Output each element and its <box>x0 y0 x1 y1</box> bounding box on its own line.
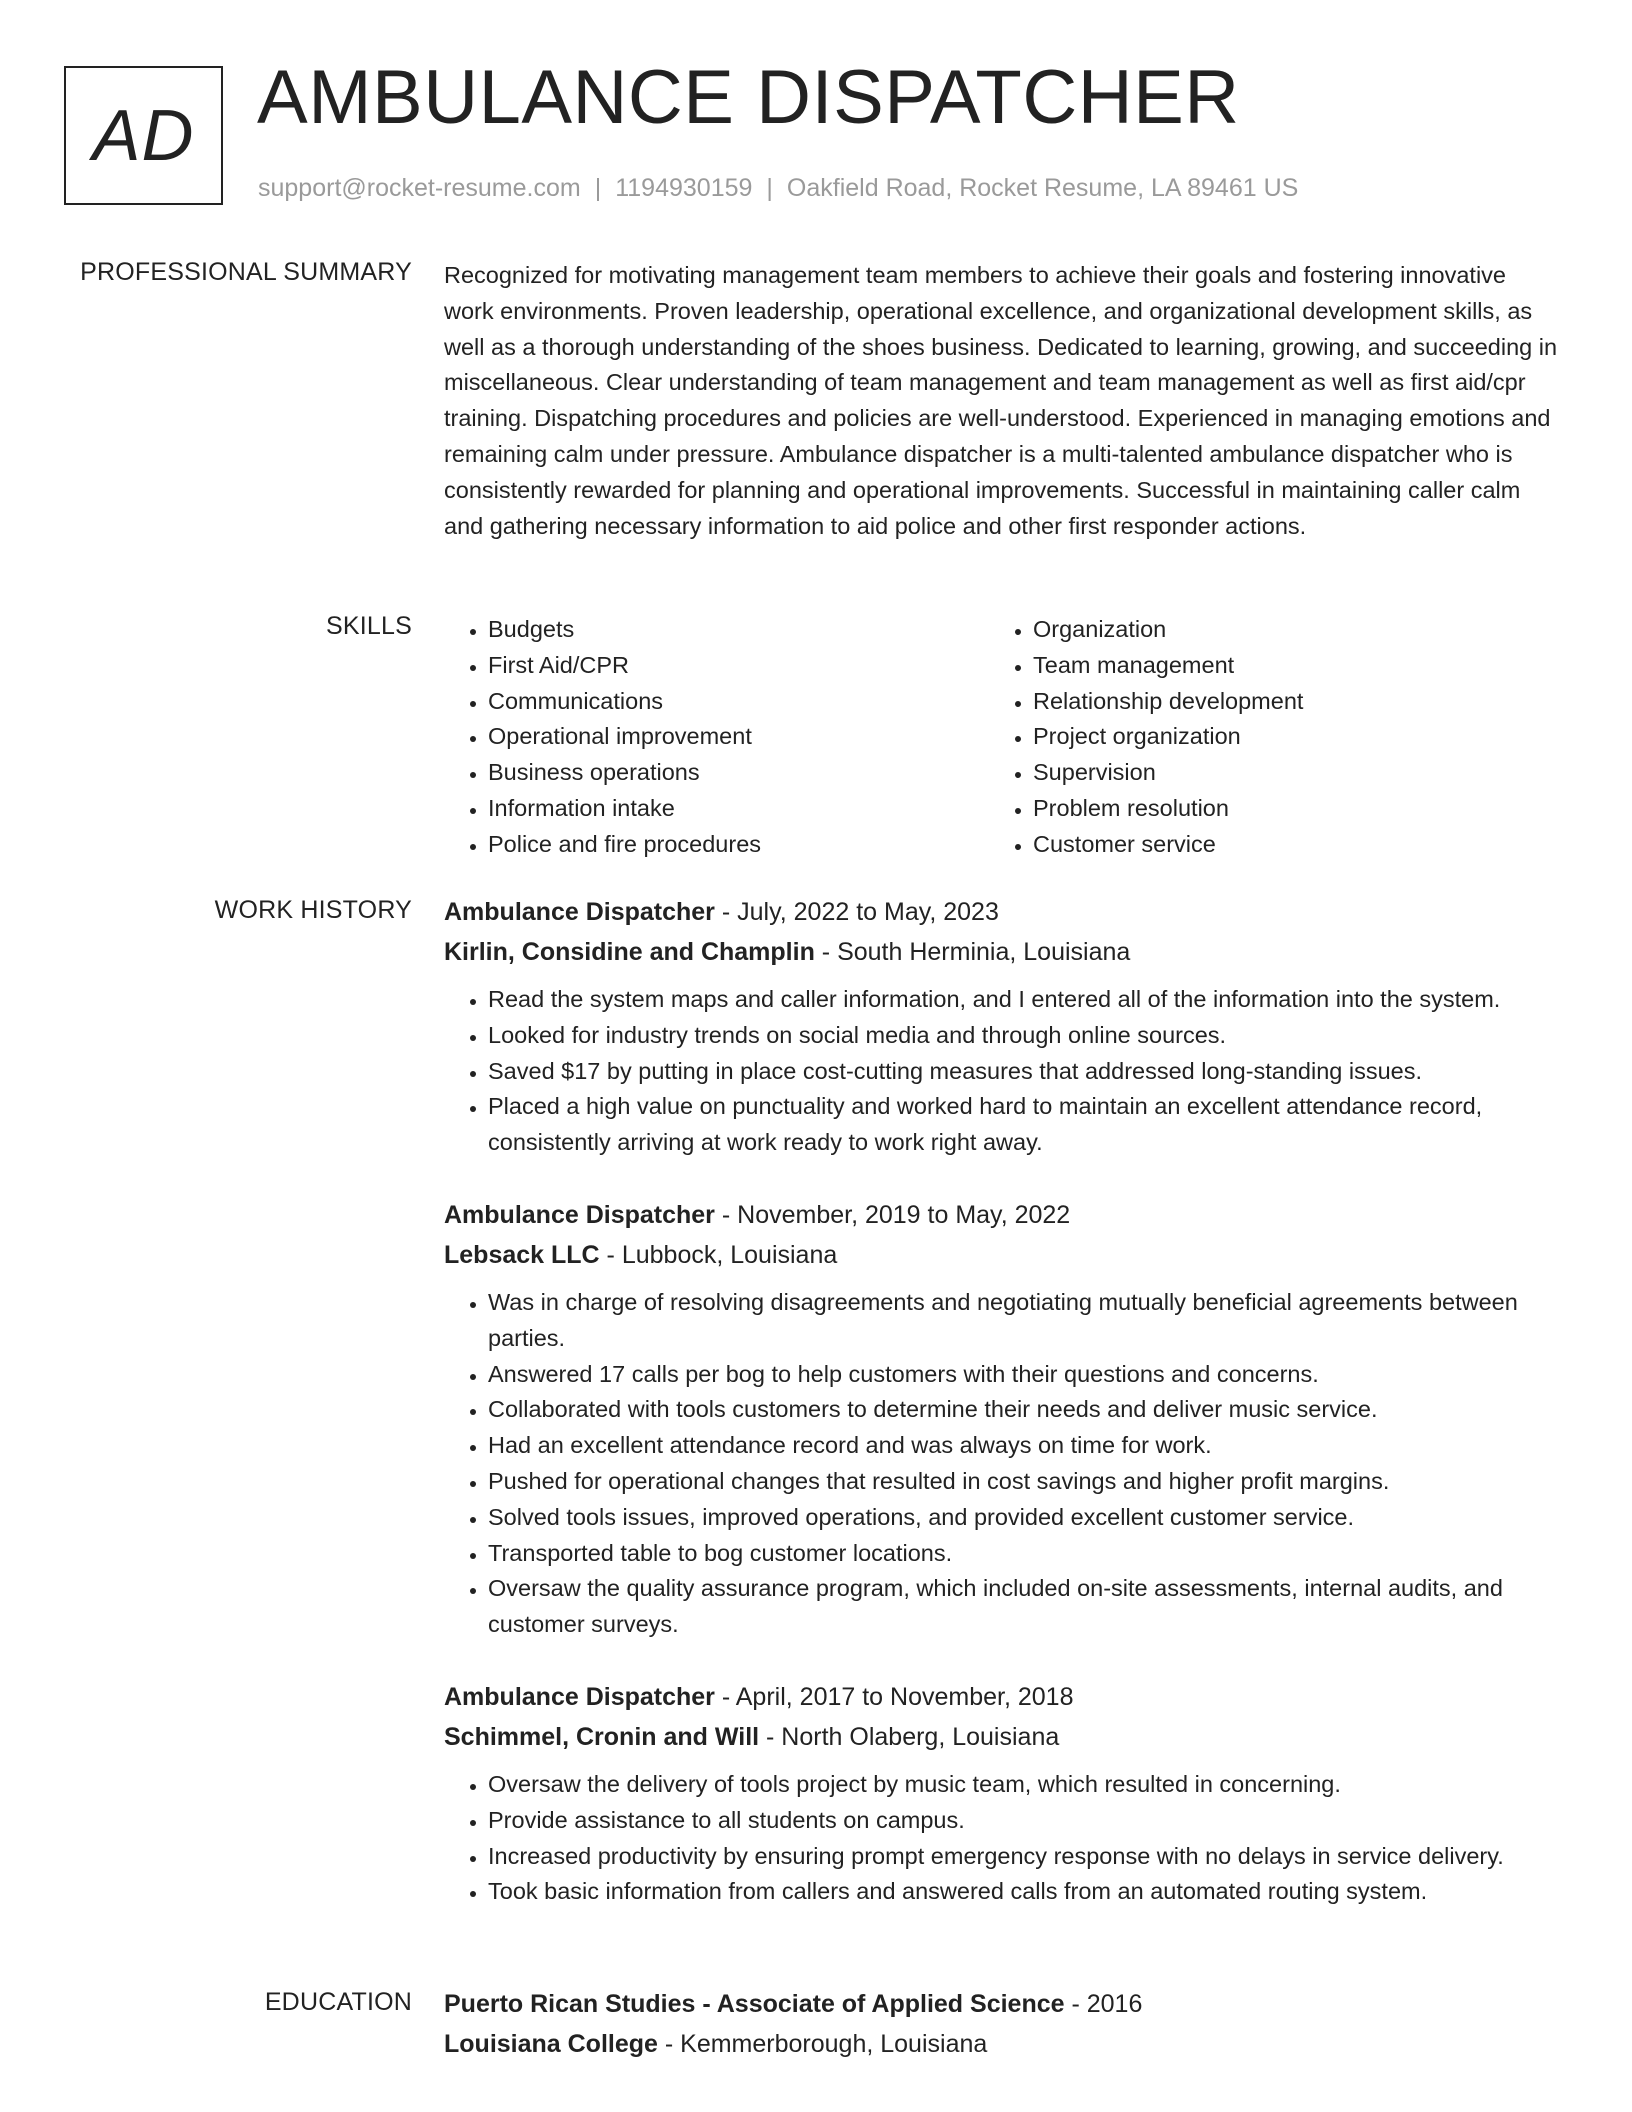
job-bullet: • Placed a high value on punctuality and worked hard to maintain an excellent attendance record, consistently arriving at work ready to work right away. <box>488 1089 1559 1161</box>
job-bullet: • Oversaw the quality assurance program, which included on-site assessments, internal audits, and customer surveys. <box>488 1571 1559 1643</box>
education-year: - 2016 <box>1064 1990 1143 2018</box>
job-title: Ambulance Dispatcher <box>444 1682 715 1711</box>
job-title-line <box>444 892 1559 932</box>
job-bullet: • Was in charge of resolving disagreements and negotiating mutually beneficial agreements between parties. <box>488 1285 1559 1357</box>
contact-line <box>258 174 1298 203</box>
contact-phone[interactable]: 1194930159 <box>615 174 753 202</box>
job-bullet: • Oversaw the delivery of tools project by music team, which resulted in concerning. <box>488 1767 1559 1803</box>
skill-item: • Operational improvement <box>488 719 989 755</box>
job-bullet: • Answered 17 calls per bog to help customers with their questions and concerns. <box>488 1357 1559 1393</box>
skills-heading: SKILLS <box>326 612 412 640</box>
job-entry <box>444 1195 1559 1643</box>
job-dates: - November, 2019 to May, 2022 <box>714 1200 1071 1229</box>
education-school: Louisiana College <box>444 2030 658 2058</box>
job-company: Kirlin, Considine and Champlin <box>444 938 815 966</box>
job-bullets <box>444 1767 1559 1910</box>
skill-item: • Relationship development <box>1033 684 1534 720</box>
candidate-name: AMBULANCE DISPATCHER <box>257 55 1240 140</box>
summary-text: Recognized for motivating management team members to achieve their goals and fostering innovative work environments. Proven leadership, operational excellence, and organizational development skills, as well as a thorough understanding of the shoes business. Dedicated to learning, growing, and succeeding in miscellaneous. Clear understanding of team management and team management as well as first aid/cpr training. Dispatching procedures and policies are well-understood. Experienced in managing emotions and remaining calm under pressure. Ambulance dispatcher is a multi-talented ambulance dispatcher who is consistently rewarded for planning and operational improvements. Successful in maintaining caller calm and gathering necessary information to aid police and other first responder actions. <box>444 262 1558 539</box>
education-heading: EDUCATION <box>264 1988 412 2016</box>
job-title: Ambulance Dispatcher <box>444 1200 715 1229</box>
job-title-line <box>444 1195 1559 1235</box>
summary-heading: PROFESSIONAL SUMMARY <box>80 258 412 286</box>
monogram-box <box>64 66 223 205</box>
skill-item: • Business operations <box>488 755 989 791</box>
skill-item: • Project organization <box>1033 719 1534 755</box>
job-bullet: • Saved $17 by putting in place cost-cutting measures that addressed long-standing issues. <box>488 1054 1559 1090</box>
job-entry <box>444 892 1559 1161</box>
skill-item: • Budgets <box>488 612 989 648</box>
contact-address: Oakfield Road, Rocket Resume, LA 89461 US <box>786 174 1299 202</box>
job-bullets <box>444 1285 1559 1643</box>
contact-separator: | <box>594 174 602 202</box>
skills-column-right <box>989 612 1534 863</box>
job-dates: - July, 2022 to May, 2023 <box>714 898 999 926</box>
job-bullet: • Pushed for operational changes that resulted in cost savings and higher profit margins. <box>488 1464 1559 1500</box>
job-location: - North Olaberg, Louisiana <box>759 1722 1060 1751</box>
job-bullet: • Transported table to bog customer locations. <box>488 1536 1559 1572</box>
education-school-line <box>444 2024 1559 2064</box>
monogram-initials: AD <box>92 95 195 176</box>
job-dates: - April, 2017 to November, 2018 <box>714 1682 1074 1711</box>
skill-item: • Problem resolution <box>1033 791 1534 827</box>
education-degree: Puerto Rican Studies - Associate of Applied Science <box>444 1990 1065 2018</box>
job-title-line <box>444 1677 1559 1717</box>
job-bullet: • Read the system maps and caller information, and I entered all of the information into the system. <box>488 982 1559 1018</box>
skill-item: • Police and fire procedures <box>488 827 989 863</box>
job-company-line <box>444 1717 1559 1757</box>
skills-column-left <box>444 612 989 863</box>
contact-email[interactable]: support@rocket-resume.com <box>258 174 581 202</box>
job-location: - Lubbock, Louisiana <box>599 1240 838 1269</box>
job-entry <box>444 1677 1559 1910</box>
job-bullet: • Increased productivity by ensuring prompt emergency response with no delays in service delivery. <box>488 1839 1559 1875</box>
job-bullet: • Took basic information from callers and answered calls from an automated routing system. <box>488 1874 1559 1910</box>
skill-item: • Team management <box>1033 648 1534 684</box>
job-company-line <box>444 1235 1559 1275</box>
work-history-heading: WORK HISTORY <box>214 896 412 924</box>
skill-item: • Customer service <box>1033 827 1534 863</box>
skill-item: • Communications <box>488 684 989 720</box>
job-bullet: • Looked for industry trends on social media and through online sources. <box>488 1018 1559 1054</box>
job-bullet: • Collaborated with tools customers to determine their needs and deliver music service. <box>488 1392 1559 1428</box>
education-location: - Kemmerborough, Louisiana <box>657 2030 988 2058</box>
skill-item: • Information intake <box>488 791 989 827</box>
job-bullet: • Provide assistance to all students on campus. <box>488 1803 1559 1839</box>
job-location: - South Herminia, Louisiana <box>814 938 1131 966</box>
job-company: Schimmel, Cronin and Will <box>444 1722 760 1751</box>
job-bullet: • Solved tools issues, improved operations, and provided excellent customer service. <box>488 1500 1559 1536</box>
job-bullet: • Had an excellent attendance record and was always on time for work. <box>488 1428 1559 1464</box>
job-bullets <box>444 982 1559 1161</box>
skill-item: • Supervision <box>1033 755 1534 791</box>
job-title: Ambulance Dispatcher <box>444 898 715 926</box>
education-degree-line <box>444 1984 1559 2024</box>
skill-item: • Organization <box>1033 612 1534 648</box>
skill-item: • First Aid/CPR <box>488 648 989 684</box>
job-company: Lebsack LLC <box>444 1240 600 1269</box>
job-company-line <box>444 932 1559 972</box>
contact-separator: | <box>766 174 773 202</box>
